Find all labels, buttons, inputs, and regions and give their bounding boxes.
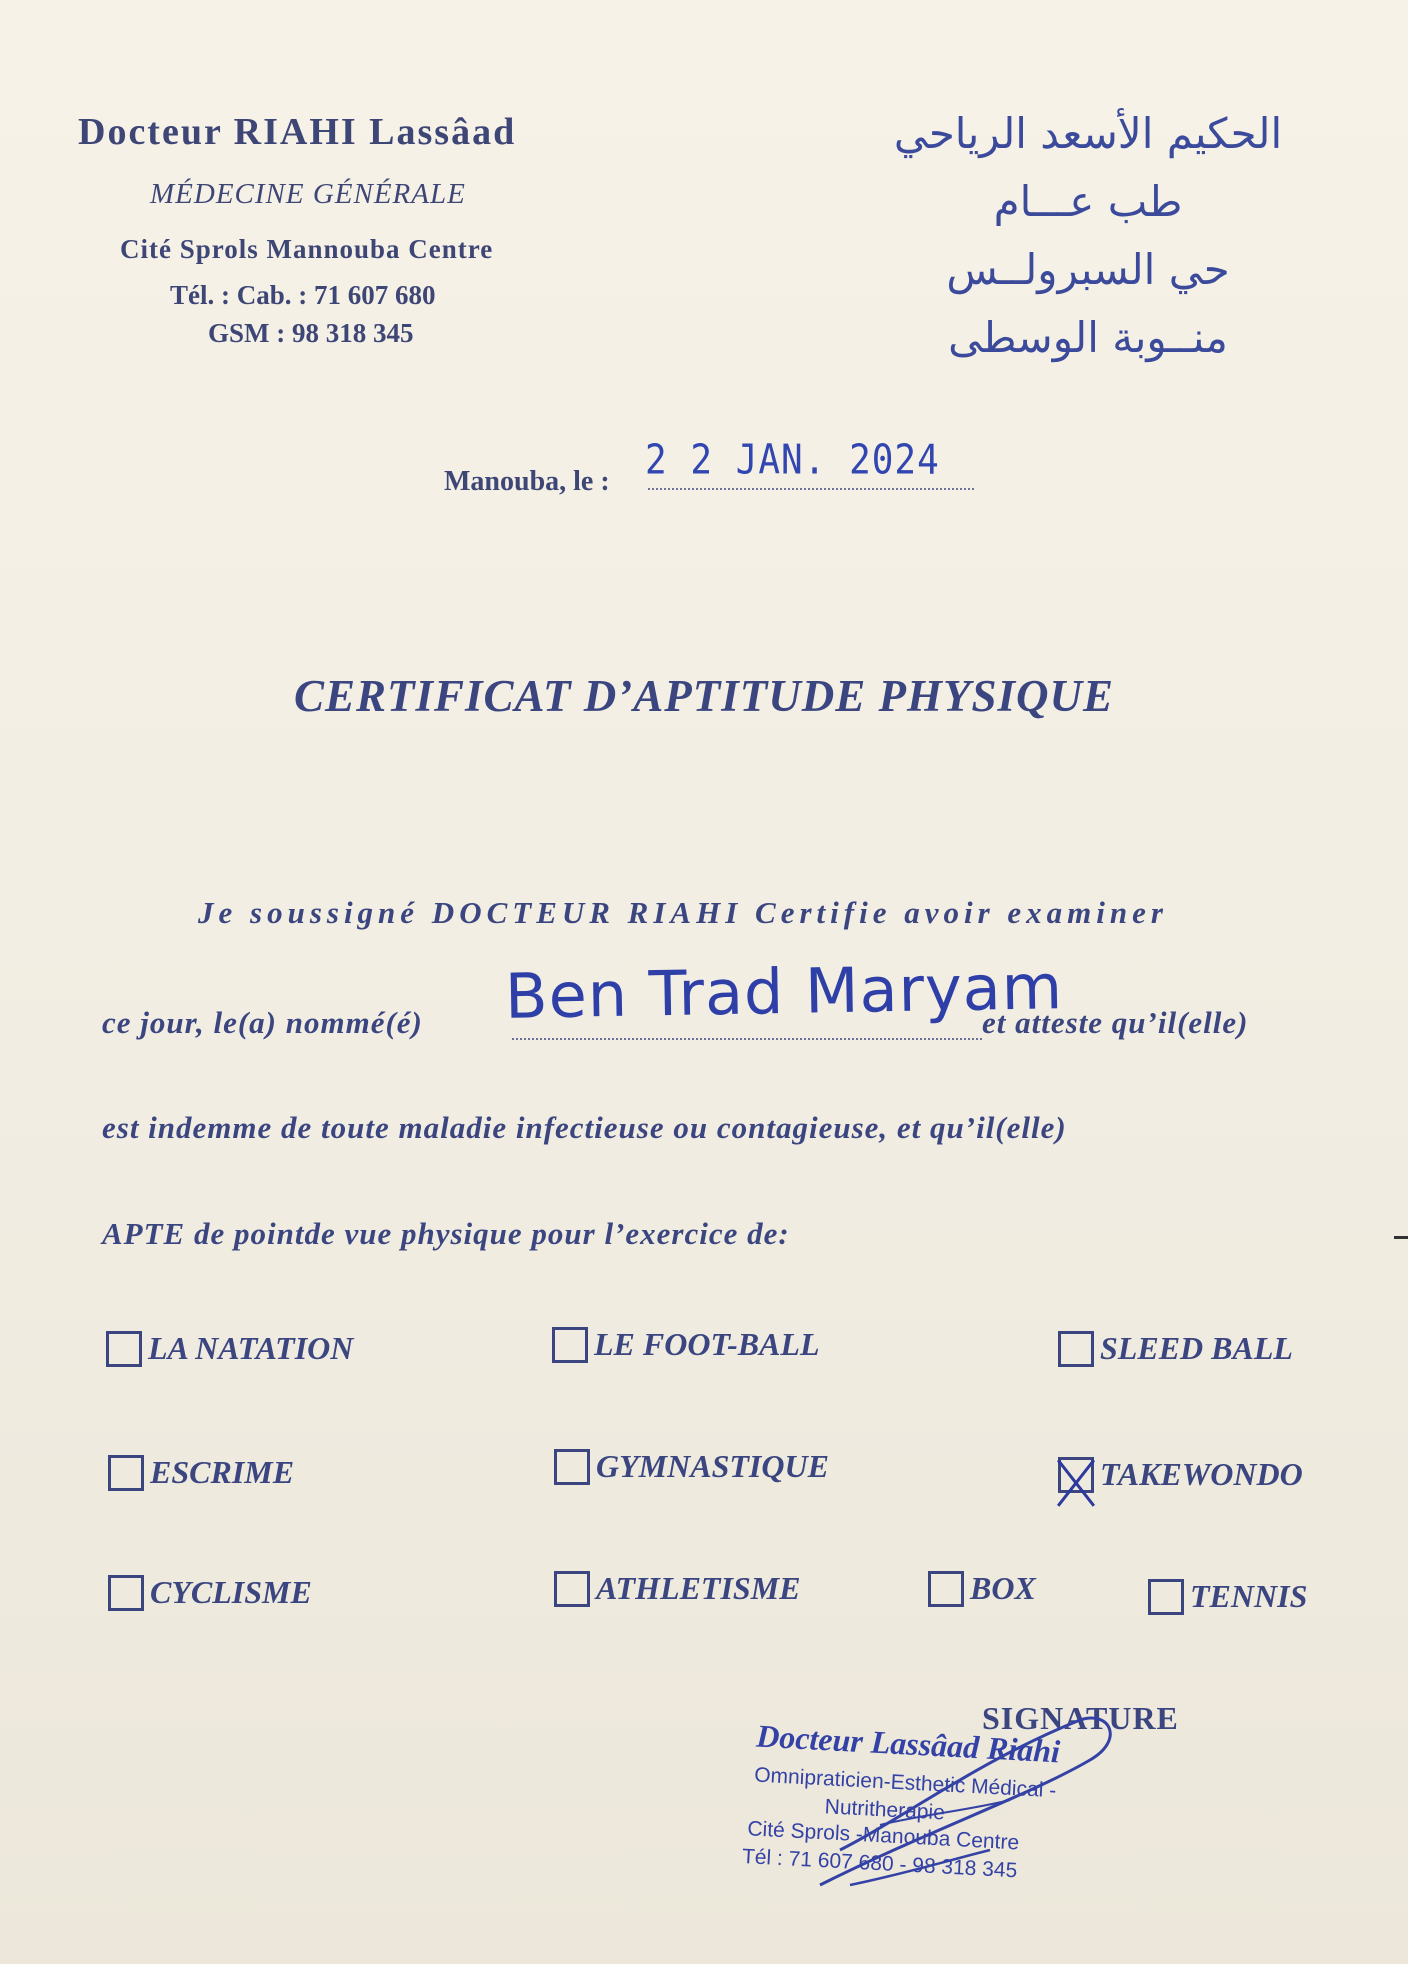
sport-label: TAKEWONDO <box>1100 1456 1303 1492</box>
sport-label: BOX <box>970 1570 1036 1606</box>
checkbox-takewondo-checked <box>1058 1457 1094 1493</box>
specialty: MÉDECINE GÉNÉRALE <box>150 178 466 210</box>
body-line-2-start: ce jour, le(a) nommé(é) <box>102 1005 423 1040</box>
sport-label: LA NATATION <box>148 1330 354 1366</box>
sport-label: LE FOOT-BALL <box>594 1326 820 1362</box>
sport-label: ATHLETISME <box>596 1570 801 1606</box>
sport-escrime <box>108 1454 294 1491</box>
stamp-line: Cité Sprols -Manouba Centre <box>746 1817 1020 1855</box>
checkbox-escrime <box>108 1455 144 1491</box>
body-line-1: Je soussigné DOCTEUR RIAHI Certifie avoir examiner <box>198 895 1168 930</box>
phone-cabinet: Tél. : Cab. : 71 607 680 <box>170 280 436 310</box>
date-dotted-line <box>648 488 974 490</box>
certificate-title: CERTIFICAT D’APTITUDE PHYSIQUE <box>293 671 1115 721</box>
sport-label: GYMNASTIQUE <box>596 1448 829 1484</box>
sport-natation <box>106 1330 353 1367</box>
sport-box <box>928 1570 1036 1607</box>
body-line-3: est indemme de toute maladie infectieuse ou contagieuse, et qu’il(elle) <box>102 1110 1067 1145</box>
phone-gsm: GSM : 98 318 345 <box>208 318 414 348</box>
checkbox-athletisme <box>554 1571 590 1607</box>
arabic-doctor-name: الحكيم الأسعد الرياحي <box>893 109 1283 158</box>
sport-sleed-ball <box>1058 1330 1293 1367</box>
sport-tennis <box>1148 1578 1307 1615</box>
date-stamp: 2 2 JAN. 2024 <box>645 436 940 485</box>
checkbox-box <box>928 1571 964 1607</box>
address: Cité Sprols Mannouba Centre <box>120 234 494 264</box>
checkbox-tennis <box>1148 1579 1184 1615</box>
sport-football <box>552 1326 820 1363</box>
edge-mark <box>1394 1236 1408 1239</box>
sport-cyclisme <box>108 1574 312 1611</box>
checkbox-sleed-ball <box>1058 1331 1094 1367</box>
sport-label: TENNIS <box>1190 1578 1308 1614</box>
doctor-name: Docteur RIAHI Lassâad <box>78 111 517 153</box>
name-dotted-line <box>512 1038 982 1040</box>
date-label: Manouba, le : <box>444 466 610 497</box>
checkbox-natation <box>106 1331 142 1367</box>
sport-label: ESCRIME <box>150 1454 295 1490</box>
signature-scribble <box>780 1700 1160 1900</box>
sport-label: CYCLISME <box>150 1574 312 1610</box>
arabic-address: حي السبرولــس <box>946 245 1230 294</box>
arabic-specialty: طب عـــام <box>993 177 1183 226</box>
checkbox-cyclisme <box>108 1575 144 1611</box>
signature-label: SIGNATURE <box>982 1700 1179 1736</box>
arabic-header <box>878 100 1298 372</box>
stamp-line: Omnipraticien-Esthetic Médical - <box>753 1763 1057 1803</box>
stamp-line: Nutritherapie <box>824 1795 946 1825</box>
sport-label: SLEED BALL <box>1100 1330 1293 1366</box>
stamp-doctor-name: Docteur Lassâad Riahi <box>755 1717 1061 1770</box>
checkbox-gymnastique <box>554 1449 590 1485</box>
checkbox-football <box>552 1327 588 1363</box>
sport-athletisme <box>554 1570 801 1607</box>
stamp-line: Tél : 71 607 680 - 98 318 345 <box>741 1844 1018 1883</box>
sport-gymnastique <box>554 1448 829 1485</box>
arabic-city: منــوبة الوسطى <box>948 313 1228 362</box>
body-line-4: APTE de pointde vue physique pour l’exercice de: <box>102 1216 790 1251</box>
patient-name-handwritten: Ben Trad Maryam <box>504 950 1064 1033</box>
sport-takewondo <box>1058 1456 1303 1493</box>
body-line-2-end: et atteste qu’il(elle) <box>982 1005 1249 1040</box>
